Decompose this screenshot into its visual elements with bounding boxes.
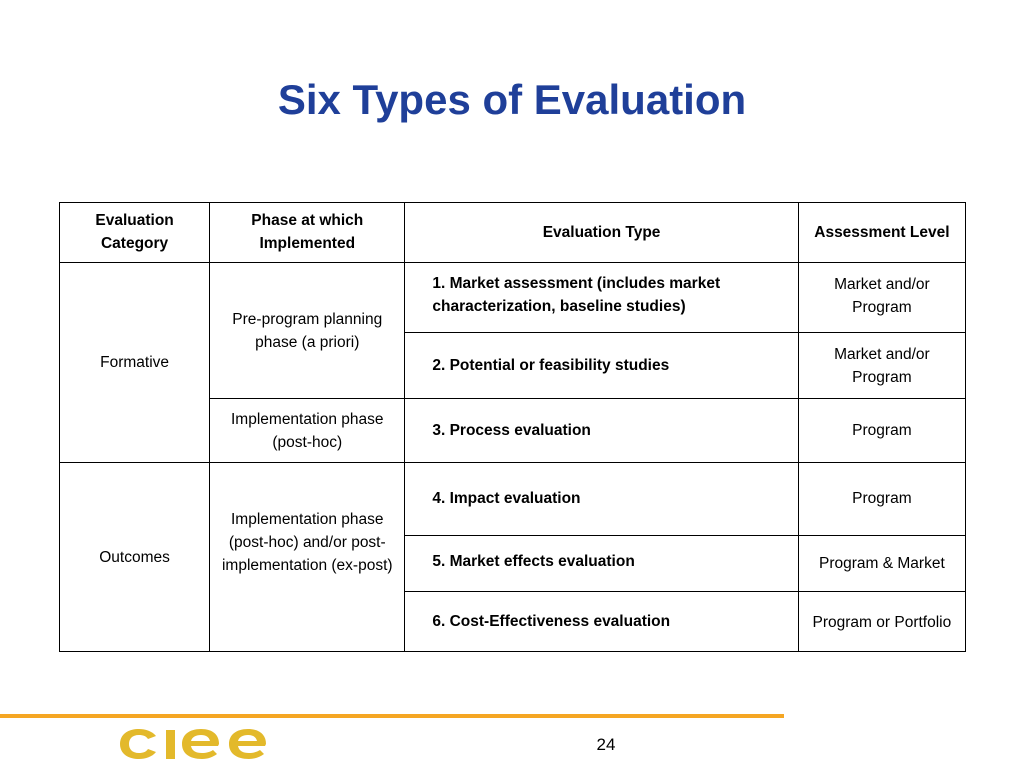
phase-implementation: Implementation phase (post-hoc) [210, 399, 405, 463]
phase-pre-program: Pre-program planning phase (a priori) [210, 263, 405, 399]
table-row [60, 263, 966, 333]
table-row [60, 463, 966, 536]
phase-implementation-post: Implementation phase (post-hoc) and/or post-implementation (ex-post) [210, 463, 405, 652]
category-outcomes: Outcomes [60, 463, 210, 652]
accent-bar [0, 714, 784, 718]
category-formative: Formative [60, 263, 210, 463]
evaluation-type-cell: 1. Market assessment (includes market characterization, baseline studies) [405, 263, 798, 333]
slide-title: Six Types of Evaluation [277, 76, 747, 123]
assessment-level-cell: Market and/or Program [798, 263, 965, 333]
table-header-row [60, 203, 966, 263]
evaluation-types-table [59, 202, 966, 652]
header-evaluation-category: Evaluation Category [60, 203, 210, 263]
assessment-level-cell: Market and/or Program [798, 333, 965, 399]
assessment-level-cell: Program or Portfolio [798, 592, 965, 652]
page-number: 24 [596, 735, 616, 754]
evaluation-type-cell: 6. Cost-Effectiveness evaluation [405, 592, 798, 652]
assessment-level-cell: Program [798, 463, 965, 536]
evaluation-type-cell: 2. Potential or feasibility studies [405, 333, 798, 399]
evaluation-type-cell: 5. Market effects evaluation [405, 536, 798, 592]
header-assessment-level: Assessment Level [798, 203, 965, 263]
header-phase: Phase at which Implemented [210, 203, 405, 263]
evaluation-type-cell: 3. Process evaluation [405, 399, 798, 463]
assessment-level-cell: Program & Market [798, 536, 965, 592]
ciee-logo [118, 722, 338, 771]
header-evaluation-type: Evaluation Type [405, 203, 798, 263]
evaluation-type-cell: 4. Impact evaluation [405, 463, 798, 536]
assessment-level-cell: Program [798, 399, 965, 463]
